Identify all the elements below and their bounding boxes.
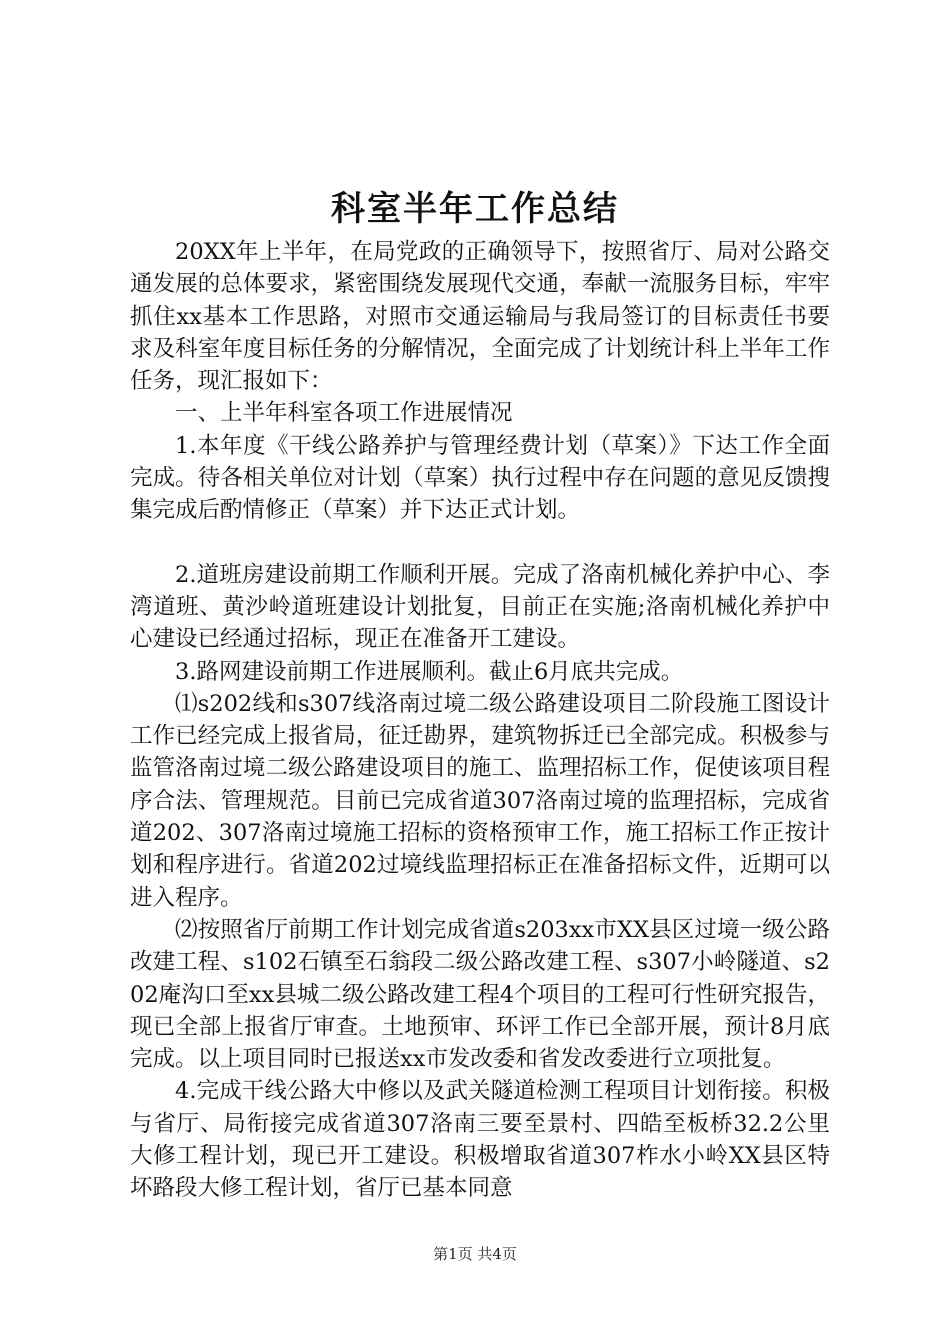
paragraph-subitem-2: ⑵按照省厅前期工作计划完成省道s203xx市XX县区过境一级公路改建工程、s102石镇至石翁段二级公路改建工程、s307小岭隧道、s202庵沟口至xx县城二级公路改建工程4个项目的工程可行性研究报告，现已全部上报省厅审查。土地预审、环评工作已全部开展，预计8月底完成。以上项目同时已报送xx市发改委和省发改委进行立项批复。: [130, 916, 830, 1073]
paragraph-item-3: 3.路网建设前期工作进展顺利。截止6月底共完成。: [175, 658, 684, 685]
page-number-footer: 第1页 共4页: [433, 1245, 517, 1263]
paragraph-item-4: 4.完成干线公路大中修以及武关隧道检测工程项目计划衔接。积极与省厅、局衔接完成省道307洛南三要至景村、四皓至板桥32.2公里大修工程计划，现已开工建设。积极增取省道307柞水小岭XX县区特坏路段大修工程计划，省厅已基本同意: [130, 1078, 830, 1202]
paragraph-item-2: 2.道班房建设前期工作顺利开展。完成了洛南机械化养护中心、李湾道班、黄沙岭道班建设计划批复，目前正在实施;洛南机械化养护中心建设已经通过招标，现正在准备开工建设。: [130, 561, 830, 653]
paragraph-subitem-1: ⑴s202线和s307线洛南过境二级公路建设项目二阶段施工图设计工作已经完成上报省局，征迁勘界，建筑物拆迁已全部完成。积极参与监管洛南过境二级公路建设项目的施工、监理招标工作，促使该项目程序合法、管理规范。目前已完成省道307洛南过境的监理招标，完成省道202、307洛南过境施工招标的资格预审工作，施工招标工作正按计划和程序进行。省道202过境线监理招标正在准备招标文件，近期可以进入程序。: [130, 690, 830, 911]
paragraph-spacer: [130, 527, 830, 559]
paragraph-intro: 20XX年上半年，在局党政的正确领导下，按照省厅、局对公路交通发展的总体要求，紧密围绕发展现代交通，奉献一流服务目标，牢牢抓住xx基本工作思路，对照市交通运输局与我局签订的目标责任书要求及科室年度目标任务的分解情况，全面完成了计划统计科上半年工作任务，现汇报如下：: [130, 239, 830, 395]
paragraph-item-1: 1.本年度《干线公路养护与管理经费计划（草案）》下达工作全面完成。待各相关单位对计划（草案）执行过程中存在问题的意见反馈搜集完成后酌情修正（草案）并下达正式计划。: [130, 432, 830, 524]
document-body: [130, 236, 830, 1205]
section-heading-progress: 一、上半年科室各项工作进展情况: [175, 400, 513, 427]
document-title: 科室半年工作总结: [331, 189, 619, 229]
